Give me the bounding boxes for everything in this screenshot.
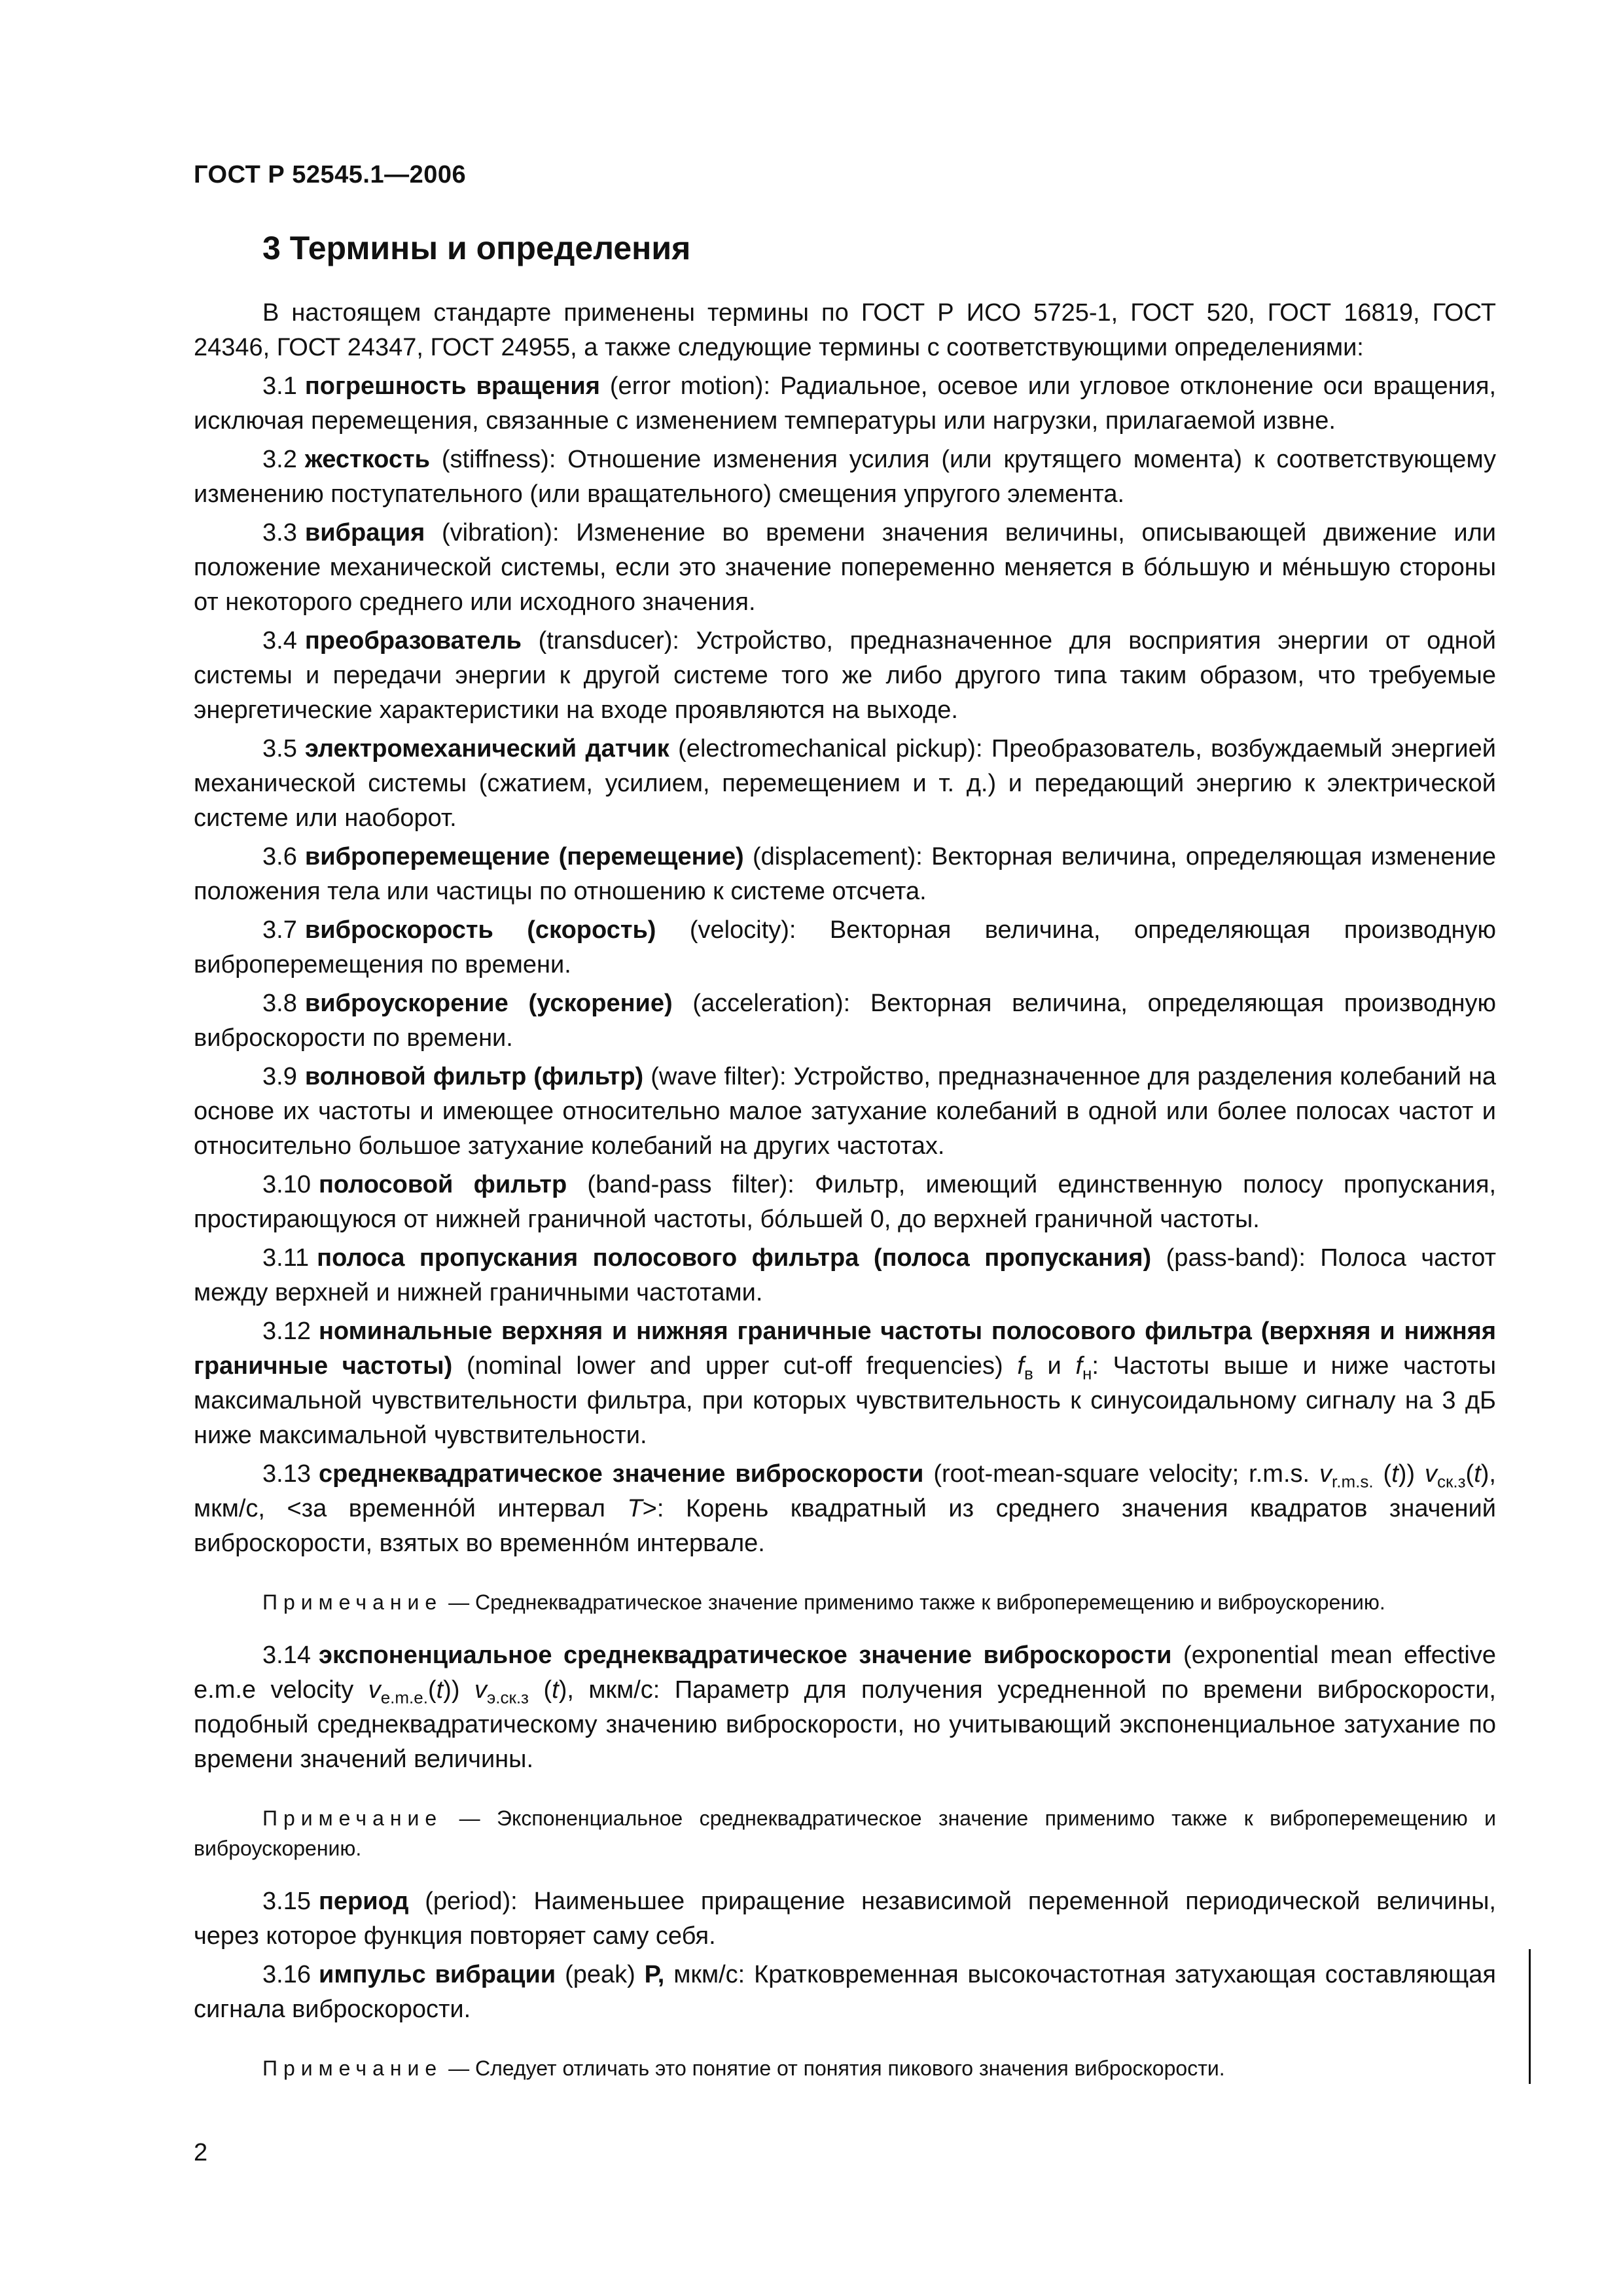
- note-text: — Следует отличать это понятие от понятия пикового значения виброскорости.: [442, 2056, 1225, 2080]
- subscript: e.m.e.: [380, 1687, 428, 1708]
- definition-text: >: Корень квадратный из среднего значения квадратов значений виброскорости, взятых во временно́м интервале.: [194, 1495, 1496, 1557]
- definition-3-5: [194, 732, 1496, 836]
- definition-number: 3.7: [262, 916, 297, 944]
- section-title: 3 Термины и определения: [262, 230, 691, 266]
- definition-text: и: [1033, 1352, 1076, 1380]
- symbol-t: t: [1391, 1460, 1399, 1488]
- definition-text: (wave filter): Устройство, предназначенное для разделения колебаний на основе их частоты и имеющее относительно малое затухание колебаний в одной или более полосах частот и относительно большое затухание колебаний на других частотах.: [194, 1063, 1496, 1160]
- definition-term: виброперемещение (перемещение): [304, 843, 744, 870]
- definition-term: среднеквадратическое значение виброскорости: [318, 1460, 924, 1488]
- revision-bar: [1529, 1949, 1531, 2084]
- definition-number: 3.2: [262, 446, 297, 473]
- symbol-v: v: [368, 1676, 381, 1704]
- document-body: [194, 296, 1496, 2104]
- definition-number: 3.13: [262, 1460, 311, 1488]
- definition-term: полосовой фильтр: [318, 1171, 567, 1198]
- definition-term: преобразователь: [304, 627, 522, 655]
- definition-number: 3.9: [262, 1063, 297, 1090]
- definition-3-3: [194, 516, 1496, 620]
- symbol-v: v: [1425, 1460, 1438, 1488]
- subscript: н: [1082, 1363, 1092, 1384]
- definition-term: полоса пропускания полосового фильтра (полоса пропускания): [317, 1244, 1152, 1272]
- symbol-t: t: [552, 1676, 559, 1704]
- note-label: Примечание: [262, 1806, 443, 1830]
- definition-number: 3.16: [262, 1961, 311, 1988]
- definition-3-9: [194, 1060, 1496, 1164]
- document-header: ГОСТ Р 52545.1—2006: [194, 161, 467, 188]
- definition-text: (band-pass filter): Фильтр, имеющий единственную полосу пропускания, простирающуюся от нижней граничной частоты, бо́льшей 0, до верхней граничной частоты.: [194, 1171, 1496, 1233]
- definition-text: мкм/с: Кратковременная высокочастотная затухающая составляющая сигнала виброскорости.: [194, 1961, 1496, 2023]
- definition-text: (vibration): Изменение во времени значения величины, описывающей движение или положение механической системы, если это значение попеременно меняется в бо́льшую и ме́ньшую стороны от некоторого среднего или исходного значения.: [194, 519, 1496, 616]
- symbol-t: t: [1474, 1460, 1481, 1488]
- definition-3-11: [194, 1241, 1496, 1310]
- definition-term: электромеханический датчик: [304, 735, 669, 762]
- definition-number: 3.4: [262, 627, 297, 655]
- note-label: Примечание: [262, 2056, 443, 2080]
- symbol-t: t: [436, 1676, 444, 1704]
- page-number: 2: [194, 2139, 208, 2166]
- definition-number: 3.5: [262, 735, 297, 762]
- note-text: — Среднеквадратическое значение применимо также к виброперемещению и виброускорению.: [442, 1590, 1385, 1614]
- definition-number: 3.12: [262, 1318, 311, 1345]
- symbol-v: v: [474, 1676, 487, 1704]
- definition-text: (: [1465, 1460, 1474, 1488]
- symbol-f: f: [1017, 1352, 1024, 1380]
- definition-text: (: [1373, 1460, 1392, 1488]
- definition-3-4: [194, 624, 1496, 728]
- note-3-14: [194, 1803, 1496, 1863]
- definition-number: 3.8: [262, 990, 297, 1017]
- symbol-v: v: [1319, 1460, 1332, 1488]
- definition-number: 3.6: [262, 843, 297, 870]
- definition-text: (nominal lower and upper cut-off frequencies): [452, 1352, 1018, 1380]
- definition-number: 3.14: [262, 1641, 311, 1669]
- definition-3-2: [194, 442, 1496, 512]
- intro-paragraph: В настоящем стандарте применены термины по ГОСТ Р ИСО 5725-1, ГОСТ 520, ГОСТ 16819, ГОСТ 24346, ГОСТ 24347, ГОСТ 24955, а также следующие термины с соответствующими определениями:: [194, 299, 1496, 361]
- definition-term-symbol: Р,: [644, 1961, 665, 1988]
- definition-text: (transducer): Устройство, предназначенное для восприятия энергии от одной системы и передачи энергии к другой системе того же либо другого типа таким образом, что требуемые энергетические характеристики на входе проявляются на выходе.: [194, 627, 1496, 724]
- definition-term: период: [318, 1888, 409, 1915]
- definition-3-6: [194, 840, 1496, 909]
- definition-text: (displacement): Векторная величина, определяющая изменение положения тела или частицы по отношению к системе отсчета.: [194, 843, 1496, 905]
- definition-3-15: [194, 1884, 1496, 1954]
- definition-3-1: [194, 369, 1496, 439]
- subscript: в: [1024, 1363, 1033, 1384]
- note-3-13: [194, 1587, 1496, 1617]
- definition-text: (: [528, 1676, 552, 1704]
- definition-text: ), мкм/с: Параметр для получения усредненной по времени виброскорости, подобный среднеквадратическому значению виброскорости, но учитывающий экспоненциальное затухание по времени значений величины.: [194, 1676, 1496, 1773]
- definition-3-14: [194, 1638, 1496, 1777]
- symbol-T: T: [627, 1495, 643, 1522]
- definition-term: виброускорение (ускорение): [304, 990, 673, 1017]
- definition-term: погрешность вращения: [304, 372, 600, 400]
- symbol-f: f: [1075, 1352, 1083, 1380]
- definition-term: номинальные верхняя и нижняя граничные частоты полосового фильтра (верхняя и нижняя граничные частоты): [194, 1318, 1496, 1380]
- note-label: Примечание: [262, 1590, 443, 1614]
- definition-number: 3.11: [262, 1244, 310, 1272]
- definition-text: (velocity): Векторная величина, определяющая производную виброперемещения по времени.: [194, 916, 1497, 978]
- definition-text: (period): Наименьшее приращение независимой переменной периодической величины, через которое функция повторяет саму себя.: [194, 1888, 1496, 1950]
- definition-number: 3.15: [262, 1888, 311, 1915]
- definition-term: виброскорость (скорость): [304, 916, 656, 944]
- definition-text: (electromechanical pickup): Преобразователь, возбуждаемый энергией механической системы (сжатием, усилием, перемещением и т. д.) и передающий энергию к электрической системе или наоборот.: [194, 735, 1496, 832]
- definition-term: волновой фильтр (фильтр): [304, 1063, 644, 1090]
- subscript: ск.з: [1437, 1471, 1466, 1492]
- note-text: — Экспоненциальное среднеквадратическое значение применимо также к виброперемещению и виброускорению.: [194, 1806, 1496, 1860]
- definition-text: (exponential mean effective e.m.e velocity: [194, 1641, 1497, 1704]
- definition-text: (root-mean-square velocity; r.m.s.: [923, 1460, 1320, 1488]
- definition-text: ), мкм/с, <за временно́й интервал: [194, 1460, 1496, 1522]
- definition-text: (error motion): Радиальное, осевое или угловое отклонение оси вращения, исключая перемещения, связанные с изменением температуры или нагрузки, прилагаемой извне.: [194, 372, 1496, 435]
- definition-text: )): [443, 1676, 474, 1704]
- definition-text: (pass-band): Полоса частот между верхней и нижней граничными частотами.: [194, 1244, 1496, 1306]
- definition-3-10: [194, 1168, 1496, 1237]
- definition-text: : Частоты выше и ниже частоты максимальной чувствительности фильтра, при которых чувствительность к синусоидальному сигналу на 3 дБ ниже максимальной чувствительности.: [194, 1352, 1497, 1449]
- definition-text: (stiffness): Отношение изменения усилия (или крутящего момента) к соответствующему изменению поступательного (или вращательного) смещения упругого элемента.: [194, 446, 1496, 508]
- definition-term: экспоненциальное среднеквадратическое значение виброскорости: [318, 1641, 1172, 1669]
- definition-term: жесткость: [304, 446, 430, 473]
- definition-text: (peak): [556, 1961, 645, 1988]
- definition-number: 3.10: [262, 1171, 311, 1198]
- definition-text: (: [427, 1676, 437, 1704]
- note-3-16: [194, 2053, 1496, 2083]
- definition-3-16: [194, 1958, 1496, 2027]
- subscript: э.ск.з: [486, 1687, 529, 1708]
- definition-3-13: [194, 1457, 1496, 1561]
- definition-3-7: [194, 913, 1496, 982]
- definition-3-12: [194, 1314, 1496, 1453]
- definition-text: )): [1398, 1460, 1425, 1488]
- definition-term: вибрация: [304, 519, 425, 547]
- definition-number: 3.1: [262, 372, 297, 400]
- definition-3-8: [194, 986, 1496, 1056]
- definition-term: импульс вибрации: [318, 1961, 556, 1988]
- definition-number: 3.3: [262, 519, 297, 547]
- definition-text: (acceleration): Векторная величина, определяющая производную виброскорости по времени.: [194, 990, 1496, 1052]
- subscript: r.m.s.: [1332, 1471, 1374, 1492]
